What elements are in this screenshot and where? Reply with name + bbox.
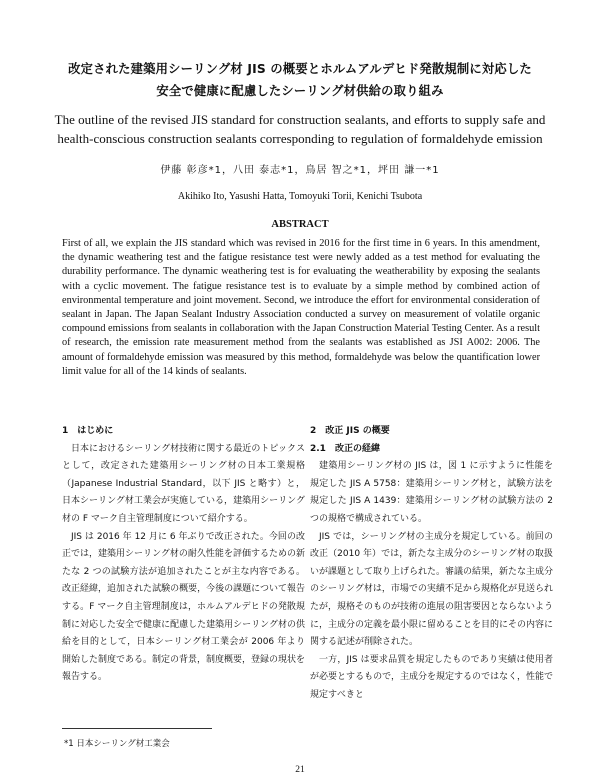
japanese-title-line1: 改定された建築用シーリング材 JIS の概要とホルムアルデヒド発散規制に対応した — [68, 62, 532, 76]
page-number: 21 — [295, 765, 305, 775]
footnote: *1 日本シーリング材工業会 — [64, 739, 170, 749]
section1-paragraph1: 日本におけるシーリング材技術に関する最近のトピックスとして，改定された建築用シーリング材の日本工業規格（Japanese Industrial Standard，以下 JIS と略す）と，日本シーリング材工業会が実施している，建築用シーリング材の F マーク自主管理制度について紹介する。 — [62, 443, 305, 524]
english-title-line2: health-conscious construction sealants corresponding to regulation of formaldehyde emission — [57, 131, 543, 146]
body-right-column — [310, 423, 553, 705]
body-left-column — [62, 423, 305, 687]
section2-heading: 2 改正 JIS の概要 — [310, 426, 390, 436]
japanese-title — [30, 58, 570, 102]
japanese-title-line2: 安全で健康に配慮したシーリング材供給の取り組み — [156, 84, 444, 98]
authors-japanese: 伊藤 彰彦*1，八田 泰志*1，鳥居 智之*1，坪田 謙一*1 — [160, 165, 440, 176]
section21-paragraph2: JIS では，シーリング材の主成分を規定している。前回の改正（2010 年）では，新たな主成分のシーリング材の取扱いが課題として取り上げられた。審議の結果，新たな主成分のシーリング材は，市場での実績不足から規格化が見送られたが，規格そのものが技術の進展の阻害要因とならないように，主成分の定義を最小限に留めることを目的にその内容に関する記述が削除された。 — [310, 531, 554, 648]
section21-paragraph1: 建築用シーリング材の JIS は，図 1 に示すように性能を規定した JIS A 5758：建築用シーリング材と，試験方法を規定した JIS A 1439：建築用シーリング材の試験方法の 2 つの規格で構成されている。 — [310, 461, 553, 524]
section1-paragraph2: JIS は 2016 年 12 月に 6 年ぶりで改正された。今回の改正では，建築用シーリング材の耐久性能を評価するための新たな 2 つの試験方法が追加されたことが主な内容である。改正経緯，追加された試験の概要，今後の課題について報告する。F マーク自主管理制度は，ホルムアルデヒドの発散規制に対応した安全で健康に配慮した建築用シーリング材の供給を目的として，日本シーリング材工業会が 2006 年より開始した制度である。制定の背景，制度概要，登録の現状を報告する。 — [62, 531, 306, 683]
english-title — [30, 110, 570, 148]
authors-english: Akihiko Ito, Yasushi Hatta, Tomoyuki Torii, Kenichi Tsubota — [177, 191, 423, 202]
section1-heading: 1 はじめに — [62, 426, 114, 436]
footnote-divider — [62, 728, 212, 729]
abstract-heading: ABSTRACT — [271, 219, 329, 230]
abstract-text: First of all, we explain the JIS standard which was revised in 2016 for the first time in 6 years. In this amendment, the dynamic weathering test and the fatigue resistance test were newly added as a test method for evaluating the durability performance. The dynamic weathering test is for evaluating the weatherability by exposing the sealants with a cyclic movement. The fatigue resistance test is to evaluate by a simple method by combined action of environmental temperature and joint movement. Second, we introduce the effort for environmental consideration of sealant in Japan. The Japan Sealant Industry Association conducted a survey on measurement of volatile organic compound emissions from sealants in collaboration with the Japan Construction Material Testing Center. As a result of research, the emission rate measurement method from the sealants was established as JSI A002: 2006. The amount of formaldehyde emission was measured by this method, formaldehyde was below the quantification lower limit value for all of the 14 kinds of sealants. — [62, 238, 540, 377]
section21-heading: 2.1 改正の経緯 — [310, 443, 380, 454]
english-title-line1: The outline of the revised JIS standard for construction sealants, and efforts to supply safe and — [54, 112, 546, 127]
section21-paragraph3: 一方，JIS は要求品質を規定したものであり実績は使用者が必要とするもので，主成分を規定するのではなく，性能で規定すべきと — [310, 654, 553, 700]
